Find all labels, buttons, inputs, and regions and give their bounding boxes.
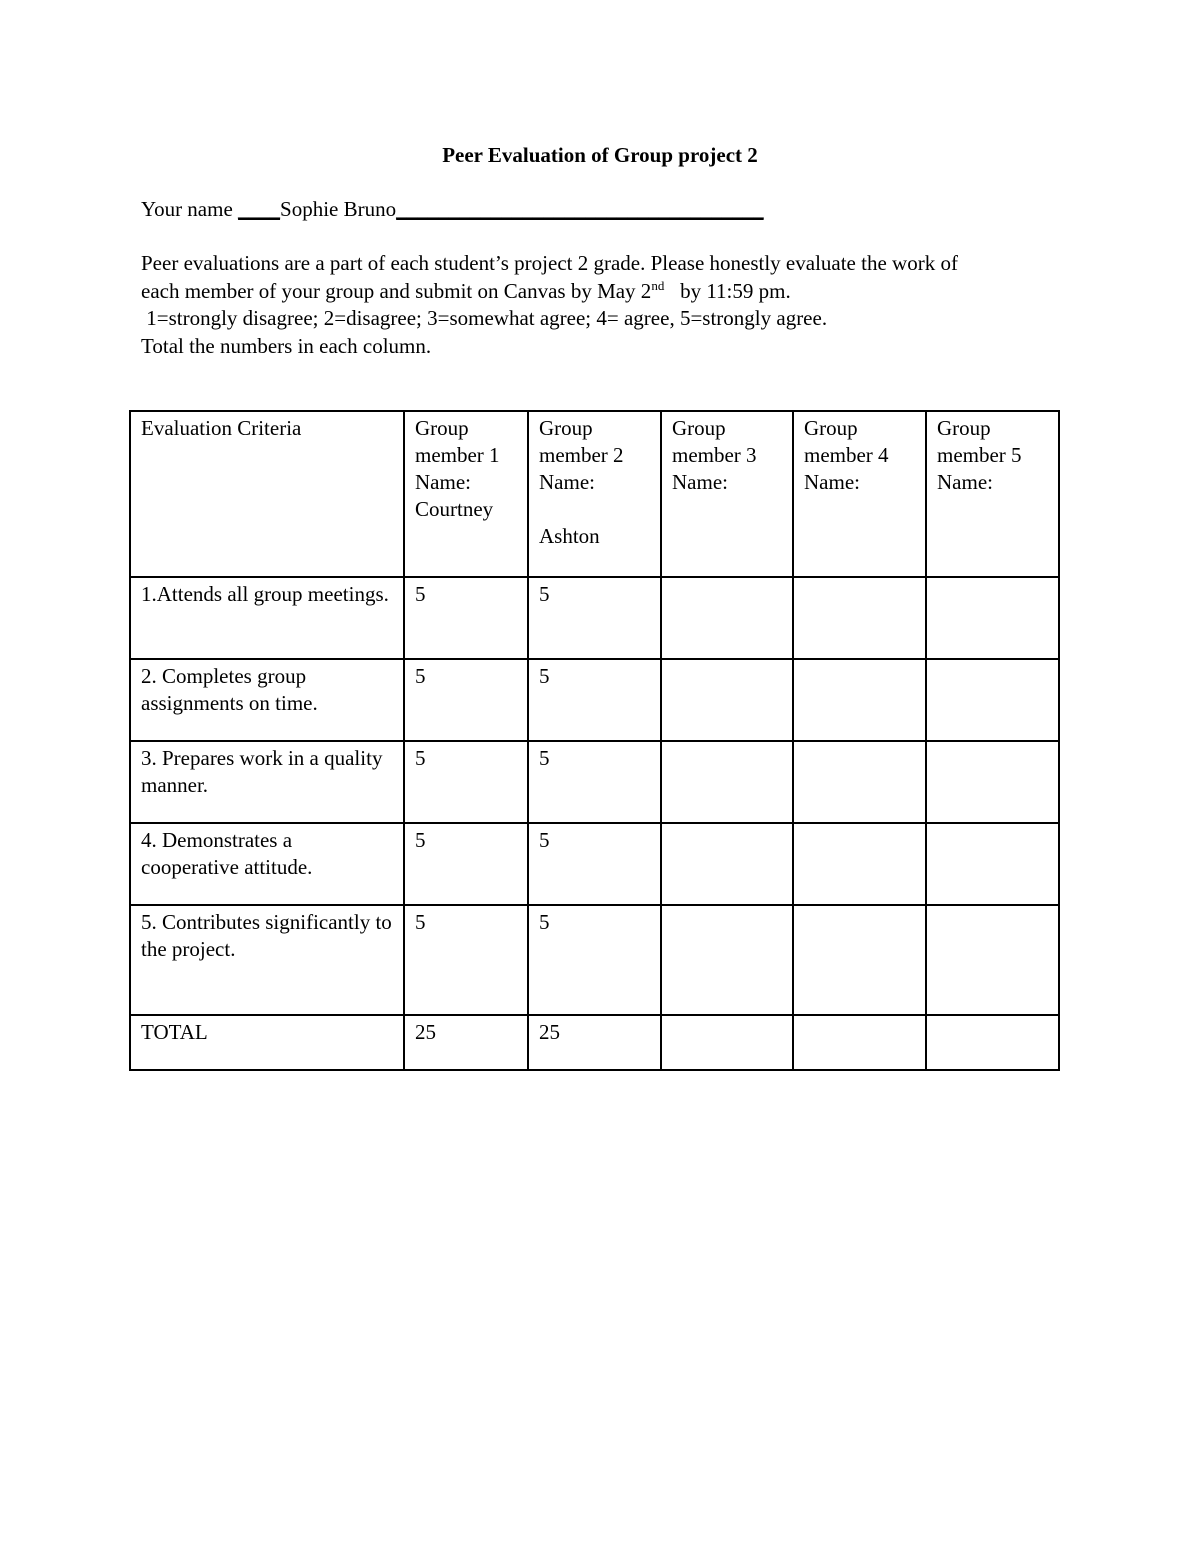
header-member-2-name-value: Ashton: [539, 524, 600, 548]
table-row: [130, 741, 1059, 823]
score-cell: [793, 659, 926, 741]
score-cell: 5: [404, 577, 528, 659]
header-group-member-4: [793, 411, 926, 577]
score-cell: [793, 577, 926, 659]
score-cell: 5: [528, 905, 661, 1015]
score-cell: [793, 905, 926, 1015]
score-cell: 5: [404, 741, 528, 823]
score-cell: [926, 741, 1059, 823]
score-cell: [661, 659, 793, 741]
header-member-2-name-label: Name:: [539, 470, 595, 494]
header-group-member-3: [661, 411, 793, 577]
header-member-5-line-1: Group: [937, 416, 991, 440]
instructions-deadline-time: by 11:59 pm.: [664, 278, 791, 303]
header-member-2-line-1: Group: [539, 416, 593, 440]
header-group-member-5: [926, 411, 1059, 577]
table-row: [130, 659, 1059, 741]
your-name-value: Sophie Bruno: [280, 197, 397, 221]
score-cell: 5: [528, 823, 661, 905]
total-cell: 25: [528, 1015, 661, 1070]
header-member-3-line-1: Group: [672, 416, 726, 440]
criteria-cell: 1.Attends all group meetings.: [130, 577, 404, 659]
criteria-cell: 5. Contributes significantly to the project.: [130, 905, 404, 1015]
total-label: TOTAL: [130, 1015, 404, 1070]
score-cell: [661, 905, 793, 1015]
instructions: [141, 250, 1081, 360]
header-member-3-line-2: member 3: [672, 443, 757, 467]
header-member-4-line-2: member 4: [804, 443, 889, 467]
total-cell: [793, 1015, 926, 1070]
table-row: [130, 823, 1059, 905]
score-cell: [661, 741, 793, 823]
header-group-member-2: [528, 411, 661, 577]
table-row: [130, 577, 1059, 659]
instructions-deadline-text: each member of your group and submit on Canvas by May 2: [141, 278, 652, 303]
score-cell: 5: [528, 577, 661, 659]
header-member-2-line-2: member 2: [539, 443, 624, 467]
instructions-line-4: Total the numbers in each column.: [141, 333, 432, 358]
criteria-cell: 3. Prepares work in a quality manner.: [130, 741, 404, 823]
score-cell: 5: [528, 741, 661, 823]
header-member-3-name-label: Name:: [672, 470, 728, 494]
header-member-1-line-2: member 1: [415, 443, 500, 467]
header-member-1-name-label: Name:: [415, 470, 471, 494]
header-member-1-name-value: Courtney: [415, 497, 494, 521]
your-name-line: [141, 197, 764, 222]
score-cell: [793, 823, 926, 905]
score-cell: 5: [404, 823, 528, 905]
your-name-label: Your name: [141, 197, 239, 221]
header-member-5-name-label: Name:: [937, 470, 993, 494]
table-row: [130, 905, 1059, 1015]
score-cell: [661, 823, 793, 905]
header-member-1-line-1: Group: [415, 416, 469, 440]
score-cell: [926, 823, 1059, 905]
table-header-row: [130, 411, 1059, 577]
page-title: Peer Evaluation of Group project 2: [442, 143, 758, 167]
instructions-line-2: [141, 278, 1081, 306]
score-cell: [793, 741, 926, 823]
total-cell: [926, 1015, 1059, 1070]
header-evaluation-criteria: Evaluation Criteria: [130, 411, 404, 577]
criteria-cell: 4. Demonstrates a cooperative attitude.: [130, 823, 404, 905]
total-cell: [661, 1015, 793, 1070]
header-member-5-line-2: member 5: [937, 443, 1022, 467]
header-member-4-line-1: Group: [804, 416, 858, 440]
header-member-4-name-label: Name:: [804, 470, 860, 494]
score-cell: [926, 659, 1059, 741]
score-cell: 5: [528, 659, 661, 741]
ordinal-suffix: nd: [651, 277, 665, 293]
score-cell: 5: [404, 659, 528, 741]
header-member-2-blank-line: [539, 496, 651, 523]
instructions-line-1: Peer evaluations are a part of each student’s project 2 grade. Please honestly evaluate the work of: [141, 251, 958, 275]
evaluation-table: [129, 410, 1060, 1071]
criteria-cell: 2. Completes group assignments on time.: [130, 659, 404, 741]
score-cell: [926, 905, 1059, 1015]
rating-scale: 1=strongly disagree; 2=disagree; 3=somewhat agree; 4= agree, 5=strongly agree.: [141, 306, 828, 330]
score-cell: 5: [404, 905, 528, 1015]
total-cell: 25: [404, 1015, 528, 1070]
your-name-underline-trail: ___________________________________: [396, 197, 764, 221]
header-group-member-1: [404, 411, 528, 577]
score-cell: [926, 577, 1059, 659]
score-cell: [661, 577, 793, 659]
table-total-row: [130, 1015, 1059, 1070]
your-name-underline-lead: ____: [238, 197, 281, 221]
